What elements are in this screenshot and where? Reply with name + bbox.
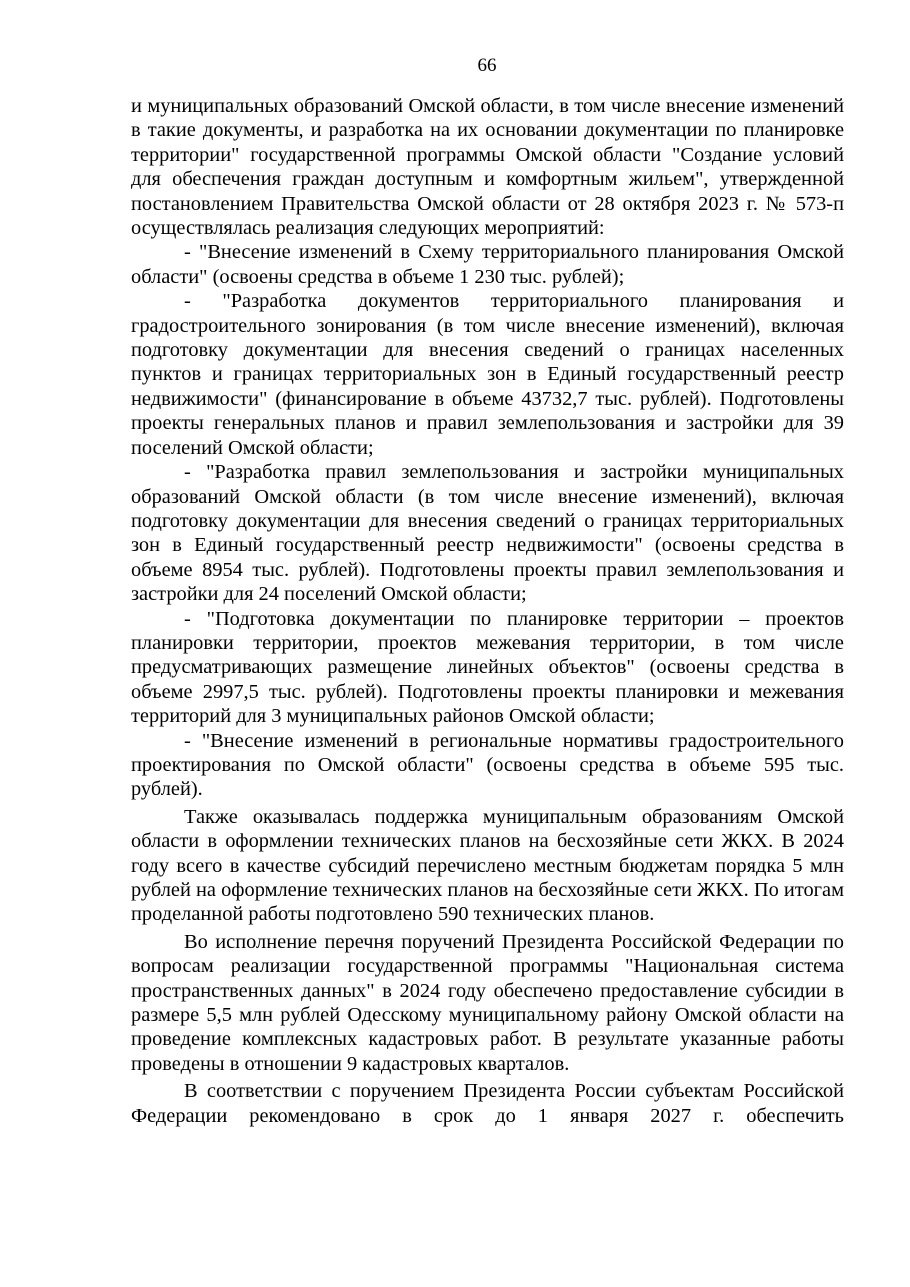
list-item-planning-documents: - "Разработка документов территориального планирования и градостроительного зонирования (в том числе внесение изменений), включая подготовку документации для внесения сведений о границах населенных пунктов и границах территориальных зон в Единый государственный реестр недвижимости" (финансирование в объеме 43732,7 тыс. рублей). Подготовлены проекты генеральных планов и правил землепользования и застройки для 39 поселений Омской области; [131,290,844,459]
list-item-regional-standards: - "Внесение изменений в региональные нормативы градостроительного проектирования по Омской области" (освоены средства в объеме 595 тыс. рублей). [131,729,844,801]
paragraph-continuation: и муниципальных образований Омской области, в том числе внесение изменений в такие документы, и разработка на их основании документации по планировке территории" государственной программы Омской области "Создание условий для обеспечения граждан доступным и комфортным жильем", утвержденной постановлением Правительства Омской области от 28 октября 2023 г. № 573-п осуществлялась реализация следующих мероприятий: [131,95,844,240]
paragraph-technical-plans: Также оказывалась поддержка муниципальным образованиям Омской области в оформлении технических планов на бесхозяйные сети ЖКХ. В 2024 году всего в качестве субсидий перечислено местным бюджетам порядка 5 млн рублей на оформление технических планов на бесхозяйные сети ЖКХ. По итогам проделанной работы подготовлено 590 технических планов. [131,805,844,926]
list-item-scheme-changes: - "Внесение изменений в Схему территориального планирования Омской области" (освоены средства в объеме 1 230 тыс. рублей); [131,241,844,288]
paragraph-president-instruction: В соответствии с поручением Президента России субъектам Российской Федерации рекомендовано в срок до 1 января 2027 г. обеспечить [131,1080,844,1127]
list-item-land-use-rules: - "Разработка правил землепользования и застройки муниципальных образований Омской области (в том числе внесение изменений), включая подготовку документации для внесения сведений о границах территориальных зон в Единый государственный реестр недвижимости" (освоены средства в объеме 8954 тыс. рублей). Подготовлены проекты правил землепользования и застройки для 24 поселений Омской области; [131,461,844,606]
page-number: 66 [477,55,497,76]
body-text [131,94,844,1128]
list-item-territory-planning: - "Подготовка документации по планировке территории – проектов планировки территории, проектов межевания территории, в том числе предусматривающих размещение линейных объектов" (освоены средства в объеме 2997,5 тыс. рублей). Подготовлены проекты планировки и межевания территорий для 3 муниципальных районов Омской области; [131,607,844,728]
paragraph-cadastral-works: Во исполнение перечня поручений Президента Российской Федерации по вопросам реализации государственной программы "Национальная система пространственных данных" в 2024 году обеспечено предоставление субсидии в размере 5,5 млн рублей Одесскому муниципальному району Омской области на проведение комплексных кадастровых работ. В результате указанные работы проведены в отношении 9 кадастровых кварталов. [131,930,844,1075]
